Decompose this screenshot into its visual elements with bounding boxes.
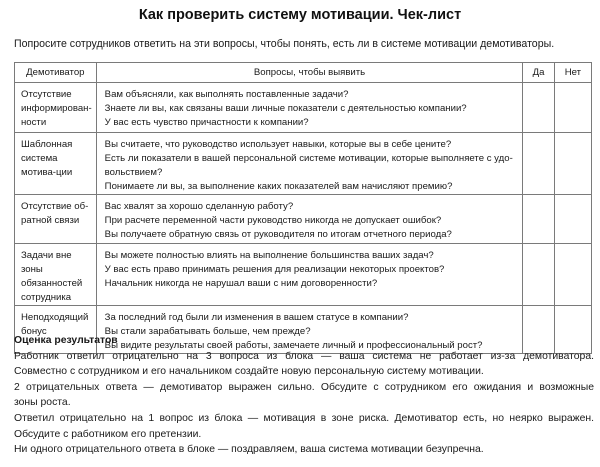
question-text: Вам объясняли, как выполнять поставленные задачи? (104, 89, 349, 100)
results-heading: Оценка результатов (14, 335, 118, 346)
results-line: Совместно с сотрудником и его начальником создайте новую персональную систему мотивации. (14, 366, 484, 378)
question-text: Понимаете ли вы, за выполнение каких показателей вам начисляют премию? (104, 181, 453, 192)
yes-checkbox-cell[interactable] (523, 83, 554, 133)
no-checkbox-cell[interactable] (554, 83, 591, 133)
table-header-row (15, 63, 592, 83)
question-text: Вас хвалят за хорошо сделанную работу? (104, 201, 294, 212)
results-line: Ответил отрицательно на 1 вопрос из блока — мотивация в зоне риска. Демотиватор есть, но неярко выражен. (14, 412, 594, 424)
demotivator-cell: Отсутствие информирован-ности (15, 83, 97, 133)
demotivator-cell: Отсутствие об-ратной связи (15, 195, 97, 244)
yes-checkbox-cell[interactable] (523, 244, 554, 306)
results-line: 2 отрицательных ответа — демотиватор выражен сильно. Обсудите с сотрудником его ожидания и возможные (14, 381, 594, 393)
results-line: Ни одного отрицательного ответа в блоке — поздравляем, ваша система мотивации безупречна. (14, 444, 484, 456)
table-row (15, 244, 592, 306)
yes-checkbox-cell[interactable] (523, 133, 554, 195)
no-checkbox-cell[interactable] (554, 133, 591, 195)
page-title: Как проверить систему мотивации. Чек-лист (138, 7, 462, 23)
yes-checkbox-cell[interactable] (523, 195, 554, 244)
question-text: Вы видите результаты своей работы, замечаете личный и профессиональный рост? (104, 340, 483, 351)
question-text: Вы стали зарабатывать больше, чем прежде? (104, 326, 311, 337)
header-questions: Вопросы, чтобы выявить (96, 63, 523, 83)
question-text: Вы можете полностью влиять на выполнение большинства ваших задач? (104, 250, 434, 261)
no-checkbox-cell[interactable] (554, 195, 591, 244)
demotivator-cell: Шаблонная система мотива-ции (15, 133, 97, 195)
question-text: Вы считаете, что руководство использует навыки, которые вы в себе цените? (104, 139, 452, 150)
intro-text: Попросите сотрудников ответить на эти вопросы, чтобы понять, есть ли в системе мотивации демотиваторы. (14, 38, 555, 50)
header-demotivator: Демотиватор (15, 63, 97, 83)
results-section (14, 333, 594, 458)
header-yes: Да (523, 63, 554, 83)
table-row (15, 133, 592, 195)
results-line: зоны роста. (14, 397, 71, 409)
questions-cell (96, 133, 523, 195)
question-text: За последний год были ли изменения в вашем статусе в компании? (104, 312, 409, 323)
question-text: Вы получаете обратную связь от руководителя по итогам отчетного периода? (104, 229, 452, 240)
questions-cell (96, 83, 523, 133)
demotivator-cell: Неподходящий бонус (15, 306, 97, 354)
questions-cell (96, 195, 523, 244)
questions-cell (96, 244, 523, 306)
no-checkbox-cell[interactable] (554, 244, 591, 306)
question-text: Знаете ли вы, как связаны ваши личные показатели с деятельностью компании? (104, 103, 467, 114)
question-text: У вас есть право принимать решения для реализации некоторых проектов? (104, 264, 445, 275)
question-text: Есть ли показатели в вашей персональной системе мотивации, которые выполняете с удо- (104, 153, 513, 164)
header-no: Нет (554, 63, 591, 83)
table-row (15, 83, 592, 133)
table-row (15, 195, 592, 244)
question-text: У вас есть чувство причастности к компании? (104, 117, 309, 128)
results-line: Обсудите с работником его претензии. (14, 428, 202, 440)
checklist-table (14, 62, 592, 354)
question-text: Начальник никогда не нарушал ваши с ним договоренности? (104, 278, 378, 289)
question-text: При расчете переменной части руководство никогда не допускает ошибок? (104, 215, 442, 226)
question-text: вольствием? (104, 167, 163, 178)
demotivator-cell: Задачи вне зоны обязанностей сотрудника (15, 244, 97, 306)
results-line: Работник ответил отрицательно на 3 вопроса из блока — ваша система не работает из-за демотиватора. (14, 350, 594, 362)
